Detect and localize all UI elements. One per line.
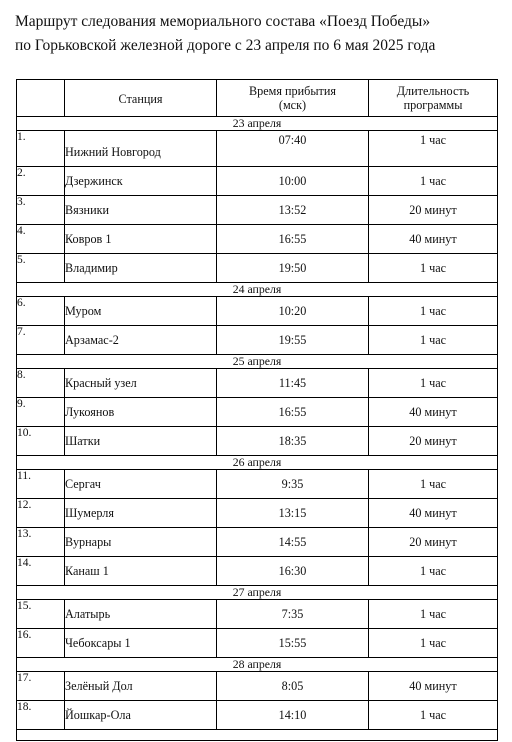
header-row <box>17 80 498 117</box>
station-name: Алатырь <box>65 600 217 629</box>
arrival-time: 18:35 <box>217 427 369 456</box>
header-arrival <box>217 80 369 117</box>
program-duration: 1 час <box>369 326 498 355</box>
stop-number: 1. <box>17 131 65 167</box>
table-row <box>17 600 498 629</box>
stop-number: 3. <box>17 196 65 225</box>
table-row <box>17 427 498 456</box>
header-duration-line1: Длительность <box>396 84 470 98</box>
station-name: Нижний Новгород <box>65 131 217 167</box>
station-name: Арзамас-2 <box>65 326 217 355</box>
table-row <box>17 672 498 701</box>
stop-number: 18. <box>17 701 65 730</box>
program-duration: 1 час <box>369 470 498 499</box>
table-row <box>17 701 498 730</box>
table-row <box>17 398 498 427</box>
stop-number: 11. <box>17 470 65 499</box>
arrival-time: 16:55 <box>217 398 369 427</box>
header-duration-line2: программы <box>403 98 463 112</box>
page-title <box>15 10 505 58</box>
schedule-body <box>17 117 498 741</box>
table-row <box>17 131 498 167</box>
program-duration: 1 час <box>369 254 498 283</box>
date-label: 25 апреля <box>17 355 498 369</box>
arrival-time: 11:45 <box>217 369 369 398</box>
program-duration: 20 минут <box>369 196 498 225</box>
arrival-time: 15:55 <box>217 629 369 658</box>
arrival-time: 14:55 <box>217 528 369 557</box>
station-name: Муром <box>65 297 217 326</box>
stop-number: 12. <box>17 499 65 528</box>
arrival-time: 19:50 <box>217 254 369 283</box>
table-row <box>17 499 498 528</box>
program-duration: 20 минут <box>369 427 498 456</box>
stop-number: 16. <box>17 629 65 658</box>
stop-number: 2. <box>17 167 65 196</box>
arrival-time: 16:55 <box>217 225 369 254</box>
stop-number: 10. <box>17 427 65 456</box>
program-duration: 1 час <box>369 701 498 730</box>
program-duration: 20 минут <box>369 528 498 557</box>
table-row <box>17 297 498 326</box>
station-name: Владимир <box>65 254 217 283</box>
arrival-time: 10:00 <box>217 167 369 196</box>
date-row <box>17 283 498 297</box>
date-row <box>17 456 498 470</box>
station-name: Сергач <box>65 470 217 499</box>
table-row <box>17 369 498 398</box>
table-row <box>17 629 498 658</box>
stop-number: 6. <box>17 297 65 326</box>
station-name: Вурнары <box>65 528 217 557</box>
date-row <box>17 355 498 369</box>
header-duration <box>369 80 498 117</box>
title-line-1: Маршрут следования мемориального состава «Поезд Победы» <box>15 13 431 30</box>
date-row-partial <box>17 730 498 741</box>
table-row <box>17 470 498 499</box>
stop-number: 5. <box>17 254 65 283</box>
program-duration: 1 час <box>369 557 498 586</box>
program-duration: 40 минут <box>369 398 498 427</box>
arrival-time: 13:52 <box>217 196 369 225</box>
date-row <box>17 586 498 600</box>
stop-number: 17. <box>17 672 65 701</box>
arrival-time: 9:35 <box>217 470 369 499</box>
table-row <box>17 167 498 196</box>
table-row <box>17 196 498 225</box>
station-name: Вязники <box>65 196 217 225</box>
table-row <box>17 557 498 586</box>
program-duration: 1 час <box>369 629 498 658</box>
station-name: Лукоянов <box>65 398 217 427</box>
program-duration: 40 минут <box>369 672 498 701</box>
program-duration: 1 час <box>369 369 498 398</box>
arrival-time: 8:05 <box>217 672 369 701</box>
table-row <box>17 528 498 557</box>
header-number <box>17 80 65 117</box>
arrival-time: 7:35 <box>217 600 369 629</box>
program-duration: 1 час <box>369 297 498 326</box>
date-label: 24 апреля <box>17 283 498 297</box>
date-label: 28 апреля <box>17 658 498 672</box>
stop-number: 15. <box>17 600 65 629</box>
arrival-time: 14:10 <box>217 701 369 730</box>
station-name: Йошкар-Ола <box>65 701 217 730</box>
date-label: 23 апреля <box>17 117 498 131</box>
stop-number: 4. <box>17 225 65 254</box>
arrival-time: 10:20 <box>217 297 369 326</box>
date-label: 27 апреля <box>17 586 498 600</box>
program-duration: 40 минут <box>369 225 498 254</box>
stop-number: 13. <box>17 528 65 557</box>
header-station: Станция <box>65 80 217 117</box>
arrival-time: 16:30 <box>217 557 369 586</box>
station-name: Канаш 1 <box>65 557 217 586</box>
table-row <box>17 225 498 254</box>
program-duration: 1 час <box>369 167 498 196</box>
header-arrival-line2: (мск) <box>278 98 307 112</box>
program-duration: 1 час <box>369 131 498 167</box>
stop-number: 14. <box>17 557 65 586</box>
header-arrival-line1: Время прибытия <box>249 84 336 98</box>
program-duration: 1 час <box>369 600 498 629</box>
station-name: Шумерля <box>65 499 217 528</box>
station-name: Зелёный Дол <box>65 672 217 701</box>
date-label: 26 апреля <box>17 456 498 470</box>
arrival-time: 13:15 <box>217 499 369 528</box>
stop-number: 9. <box>17 398 65 427</box>
station-name: Дзержинск <box>65 167 217 196</box>
table-row <box>17 254 498 283</box>
stop-number: 7. <box>17 326 65 355</box>
stop-number: 8. <box>17 369 65 398</box>
date-row <box>17 117 498 131</box>
program-duration: 40 минут <box>369 499 498 528</box>
title-line-2: по Горьковской железной дороге с 23 апреля по 6 мая 2025 года <box>15 37 436 54</box>
station-name: Красный узел <box>65 369 217 398</box>
station-name: Ковров 1 <box>65 225 217 254</box>
arrival-time: 07:40 <box>217 131 369 167</box>
station-name: Шатки <box>65 427 217 456</box>
station-name: Чебоксары 1 <box>65 629 217 658</box>
date-label-partial <box>17 730 498 741</box>
route-schedule-table <box>16 79 498 741</box>
arrival-time: 19:55 <box>217 326 369 355</box>
table-row <box>17 326 498 355</box>
date-row <box>17 658 498 672</box>
